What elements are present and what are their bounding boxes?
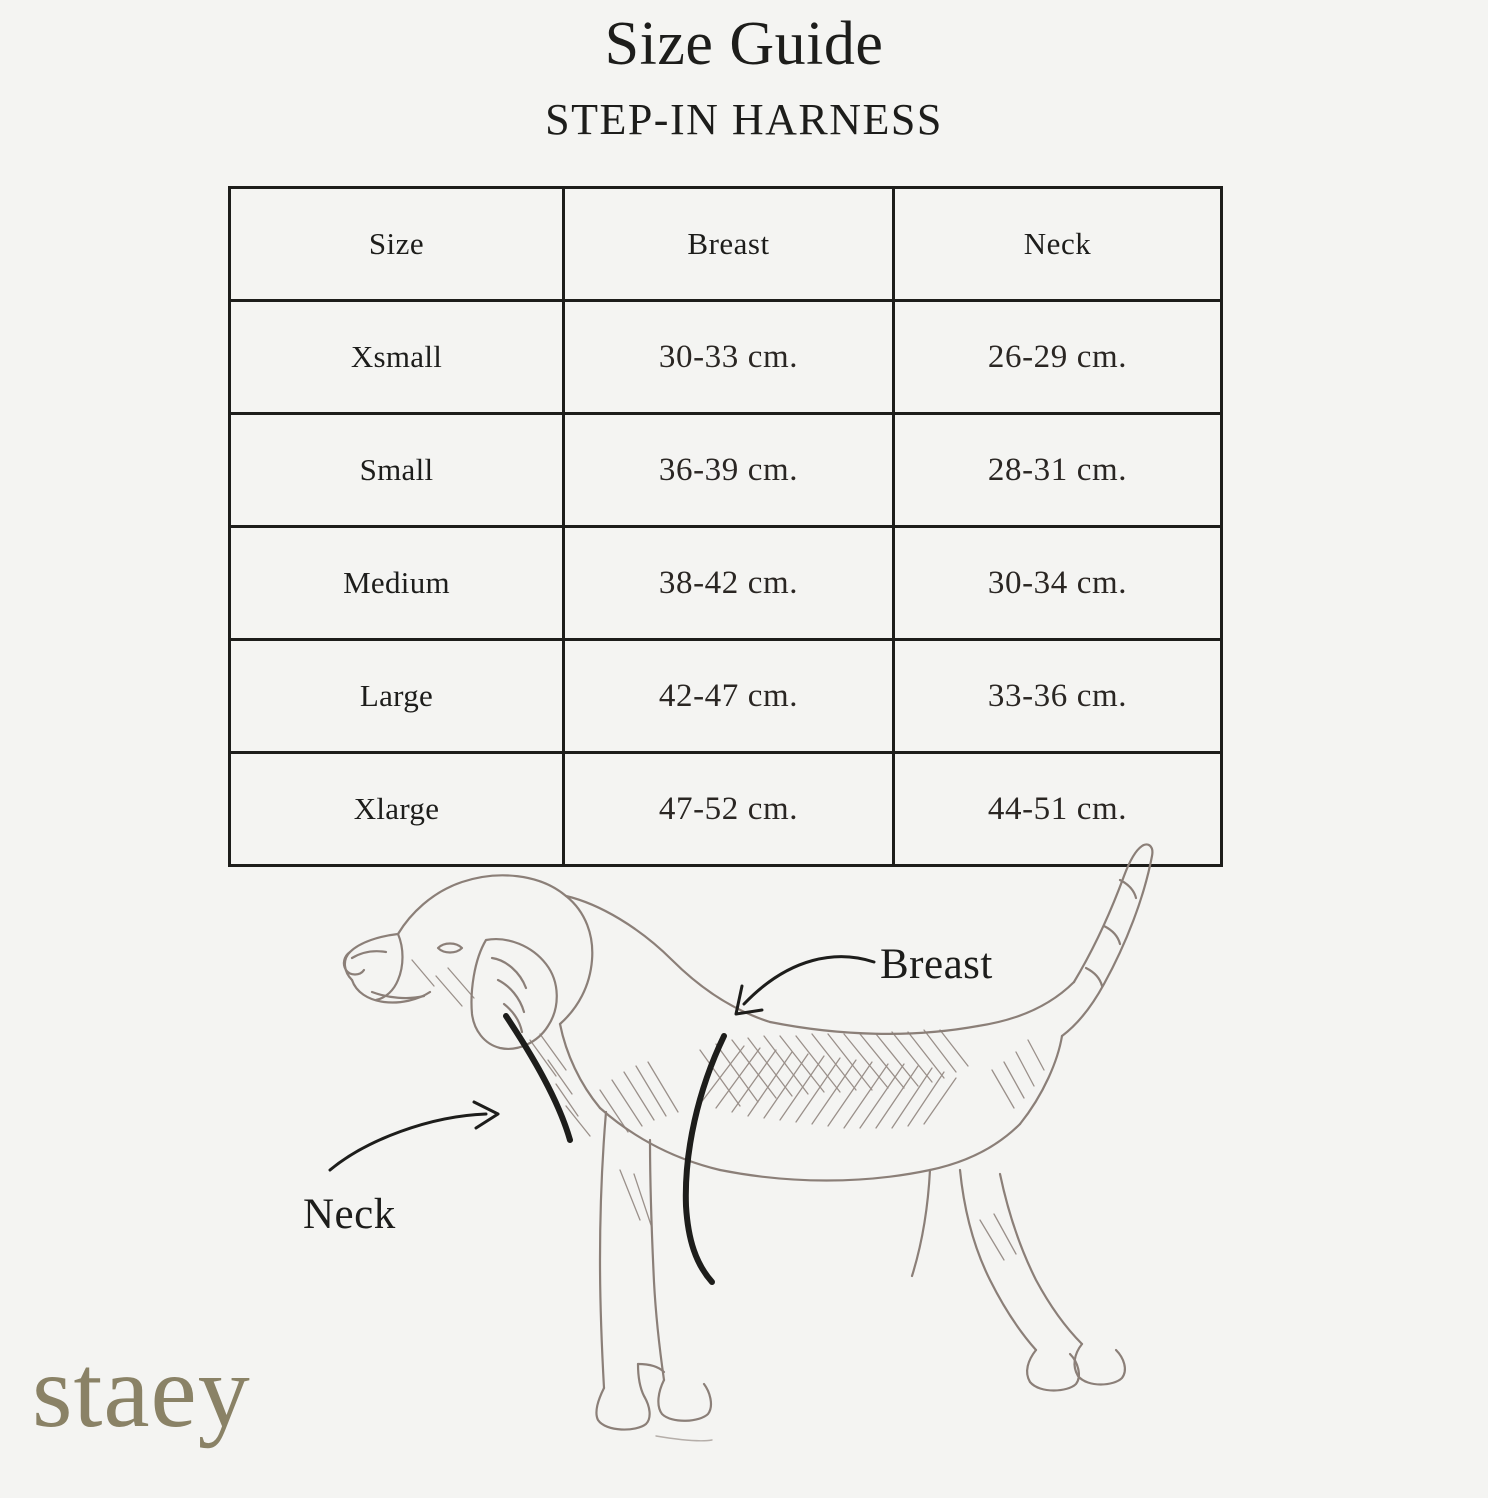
cell-size: Large — [230, 640, 564, 753]
cell-neck: 26-29 cm. — [894, 301, 1222, 414]
table-row — [230, 414, 1222, 527]
table-row — [230, 640, 1222, 753]
cell-neck: 30-34 cm. — [894, 527, 1222, 640]
neck-label: Neck — [303, 1191, 396, 1238]
cell-size: Small — [230, 414, 564, 527]
size-guide-page — [0, 10, 1488, 1498]
column-header-breast: Breast — [564, 188, 894, 301]
cell-breast: 36-39 cm. — [564, 414, 894, 527]
cell-size: Xlarge — [230, 753, 564, 866]
column-header-neck: Neck — [894, 188, 1222, 301]
table-header-row — [230, 188, 1222, 301]
cell-neck: 33-36 cm. — [894, 640, 1222, 753]
breast-measure-band — [686, 1036, 724, 1282]
table-row — [230, 527, 1222, 640]
page-subtitle: STEP-IN HARNESS — [545, 95, 943, 145]
breast-label: Breast — [880, 941, 993, 988]
cell-size: Xsmall — [230, 301, 564, 414]
size-table — [228, 186, 1223, 867]
cell-neck: 28-31 cm. — [894, 414, 1222, 527]
cell-neck: 44-51 cm. — [894, 753, 1222, 866]
table-body — [230, 301, 1222, 866]
cell-size: Medium — [230, 527, 564, 640]
size-table-wrapper — [228, 186, 1220, 867]
page-title: Size Guide — [604, 10, 884, 78]
column-header-size: Size — [230, 188, 564, 301]
cell-breast: 42-47 cm. — [564, 640, 894, 753]
brand-logo: staey — [32, 1334, 251, 1449]
table-row — [230, 301, 1222, 414]
neck-arrow — [330, 1114, 486, 1170]
cell-breast: 47-52 cm. — [564, 753, 894, 866]
breast-arrow — [744, 957, 874, 1004]
measurement-illustration — [0, 840, 1488, 1498]
cell-breast: 30-33 cm. — [564, 301, 894, 414]
cell-breast: 38-42 cm. — [564, 527, 894, 640]
table-header — [230, 188, 1222, 301]
